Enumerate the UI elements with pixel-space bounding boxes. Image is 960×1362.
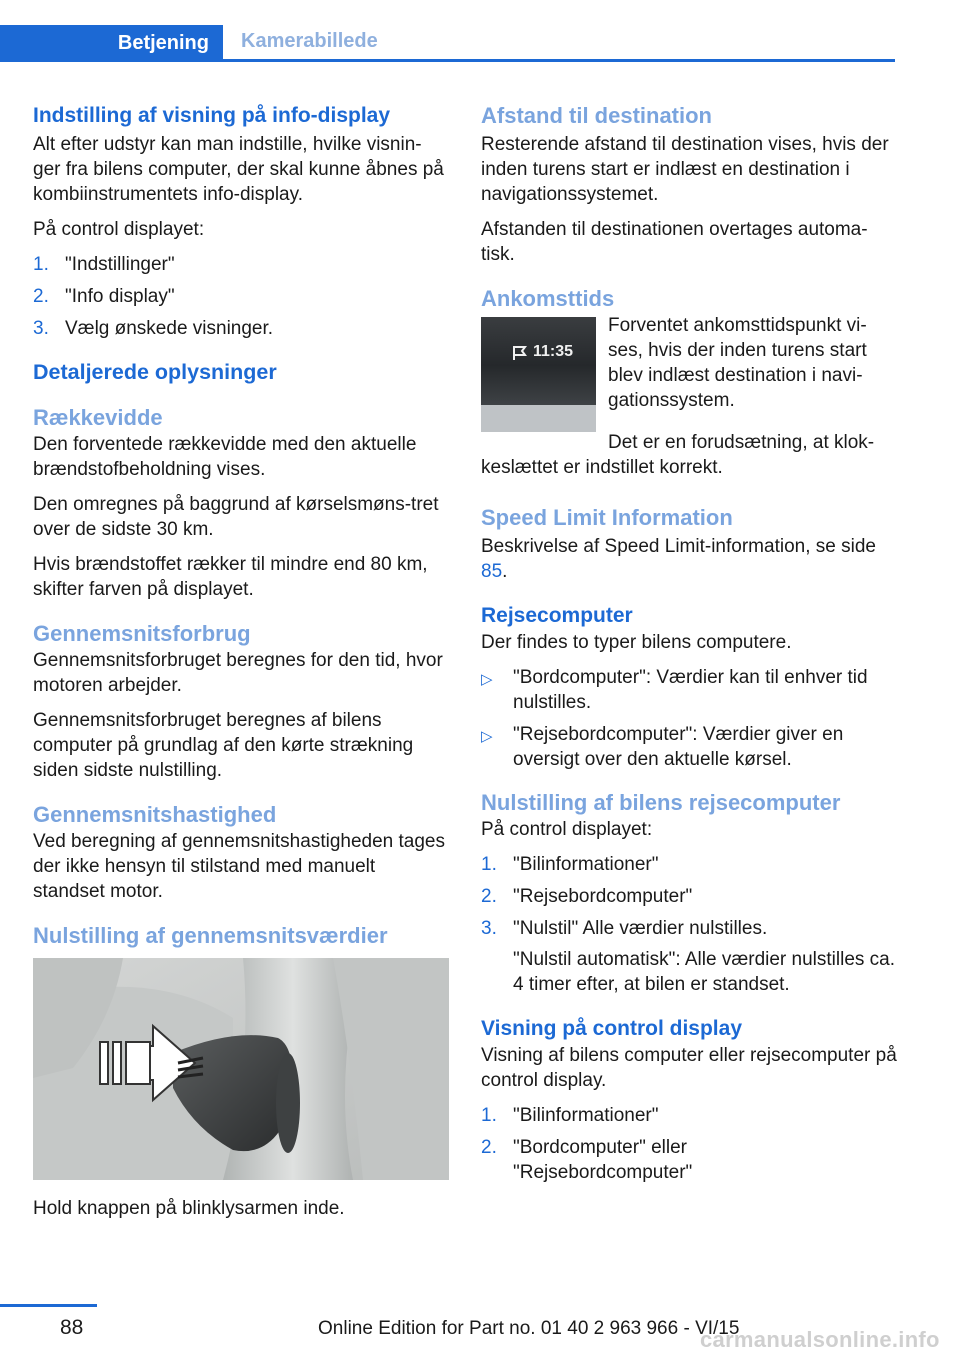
list-number: 3.: [481, 918, 497, 939]
paragraph: Resterende afstand til destination vises, hvis der inden turens start er indlæst en destination i navigationssystemet.: [481, 134, 889, 205]
list-text: "Bordcomputer": Værdier kan til enhver tid nulstilles.: [513, 667, 868, 713]
heading-ankomsttids: Ankomsttids: [481, 286, 615, 311]
paragraph: Hvis brændstoffet rækker til mindre end 80 km, skifter farven på displayet.: [33, 554, 428, 600]
heading-gennemsnitshastighed: Gennemsnitshastighed: [33, 802, 277, 827]
image-caption: Hold knappen på blinklysarmen inde.: [33, 1198, 345, 1219]
list-text: "Rejsebordcomputer": [513, 886, 693, 907]
text: Beskrivelse af Speed Limit-information, se side: [481, 536, 876, 557]
list-text: Vælg ønskede visninger.: [65, 318, 274, 339]
arrival-time-block: [481, 313, 897, 432]
paragraph: Gennemsnitsforbruget beregnes af bilens computer på grundlag af den kørte strækning siden sidste nulstilling.: [33, 710, 414, 781]
numbered-list: [481, 852, 897, 941]
list-number: 1.: [481, 1105, 497, 1126]
list-item: [481, 916, 897, 941]
left-column: [33, 102, 449, 1221]
list-item: [481, 884, 897, 909]
list-text: "Indstillinger": [65, 254, 175, 275]
arrival-text: [608, 313, 897, 432]
list-text: "Bordcomputer" eller "Rejsebordcomputer": [513, 1137, 693, 1183]
list-item: [481, 722, 897, 772]
heading-raekkevidde: Rækkevidde: [33, 405, 163, 430]
numbered-list: [33, 252, 449, 341]
paragraph: På control displayet:: [481, 819, 653, 840]
list-number: 1.: [481, 854, 497, 875]
paragraph: Gennemsnitsforbruget beregnes for den tid, hvor motoren arbejder.: [33, 650, 443, 696]
paragraph-speed-limit: [481, 534, 897, 584]
list-text: "Nulstil" Alle værdier nulstilles.: [513, 918, 768, 939]
paragraph: Det er en forudsætning, at klok-keslættet er indstillet korrekt.: [481, 432, 875, 478]
heading-afstand: Afstand til destination: [481, 103, 712, 128]
paragraph: Der findes to typer bilens computere.: [481, 632, 792, 653]
heading-gennemsnitsforbrug: Gennemsnitsforbrug: [33, 621, 251, 646]
paragraph: Den forventede rækkevidde med den aktuelle brændstofbeholdning vises.: [33, 434, 417, 480]
paragraph: Den omregnes på baggrund af kørselsmøns-tret over de sidste 30 km.: [33, 494, 439, 540]
heading-nulstilling-gennemsnit: Nulstilling af gennemsnitsværdier: [33, 923, 388, 948]
list-text: "Bilinformationer": [513, 1105, 659, 1126]
list-number: 1.: [33, 254, 49, 275]
edition-note: Online Edition for Part no. 01 40 2 963 966 - VI/15: [318, 1318, 740, 1339]
heading-info-display: Indstilling af visning på info-display: [33, 104, 391, 127]
heading-visning: Visning på control display: [481, 1017, 742, 1040]
tab-betjening[interactable]: [0, 25, 223, 61]
page-number: 88: [60, 1316, 84, 1339]
list-item: [33, 284, 449, 309]
list-item: [481, 1135, 897, 1185]
list-item: [33, 252, 449, 277]
tab-kamerabillede[interactable]: Kamerabillede: [241, 30, 378, 52]
list-item: [481, 665, 897, 715]
list-text: "Bilinformationer": [513, 854, 659, 875]
triangle-bullet-icon: ▷: [481, 728, 493, 745]
list-continuation: "Nulstil automatisk": Alle værdier nulstilles ca. 4 timer efter, at bilen er standset.: [513, 949, 896, 995]
list-number: 2.: [481, 1137, 497, 1158]
arrival-time: 11:35: [533, 343, 574, 360]
destination-flag-icon: [511, 344, 529, 362]
list-item: [481, 852, 897, 877]
triangle-bullet-icon: ▷: [481, 671, 493, 688]
list-text: "Rejsebordcomputer": Værdier giver en oversigt over den aktuelle kørsel.: [513, 724, 844, 770]
list-number: 3.: [33, 318, 49, 339]
arrival-time-display-image: [481, 317, 596, 432]
paragraph: På control displayet:: [33, 219, 205, 240]
list-number: 2.: [481, 886, 497, 907]
list-item: [33, 316, 449, 341]
page-link[interactable]: 85: [481, 561, 503, 582]
right-column: [481, 102, 897, 1192]
tab-label: Betjening: [117, 31, 209, 54]
text: .: [502, 561, 508, 582]
heading-detaljerede: Detaljerede oplysninger: [33, 360, 277, 384]
heading-nulstilling-rejse: Nulstilling af bilens rejsecomputer: [481, 790, 841, 815]
paragraph: Afstanden til destinationen overtages automa-tisk.: [481, 219, 868, 265]
watermark-logo: carmanualsonline.info: [700, 1327, 940, 1352]
list-item: [481, 1103, 897, 1128]
paragraph: Ved beregning af gennemsnitshastigheden tages der ikke hensyn til stilstand med manuelt standset motor.: [33, 831, 445, 902]
turn-signal-stalk-image: [33, 958, 449, 1180]
paragraph: Forventet ankomsttidspunkt vi-ses, hvis der inden turens start blev indlæst destination i navi-gationssystem.: [608, 315, 867, 411]
list-text: "Info display": [65, 286, 175, 307]
heading-rejsecomputer: Rejsecomputer: [481, 604, 633, 627]
paragraph: Visning af bilens computer eller rejsecomputer på control display.: [481, 1045, 897, 1091]
paragraph: Alt efter udstyr kan man indstille, hvilke visnin-ger fra bilens computer, der skal kunne åbnes på kombiinstrumentets info-display.: [33, 134, 444, 205]
bullet-list: [481, 665, 897, 772]
heading-speed-limit: Speed Limit Information: [481, 505, 733, 530]
footer-rule: [0, 1304, 97, 1307]
numbered-list: [481, 1103, 897, 1185]
list-number: 2.: [33, 286, 49, 307]
header-rule: [0, 59, 895, 62]
